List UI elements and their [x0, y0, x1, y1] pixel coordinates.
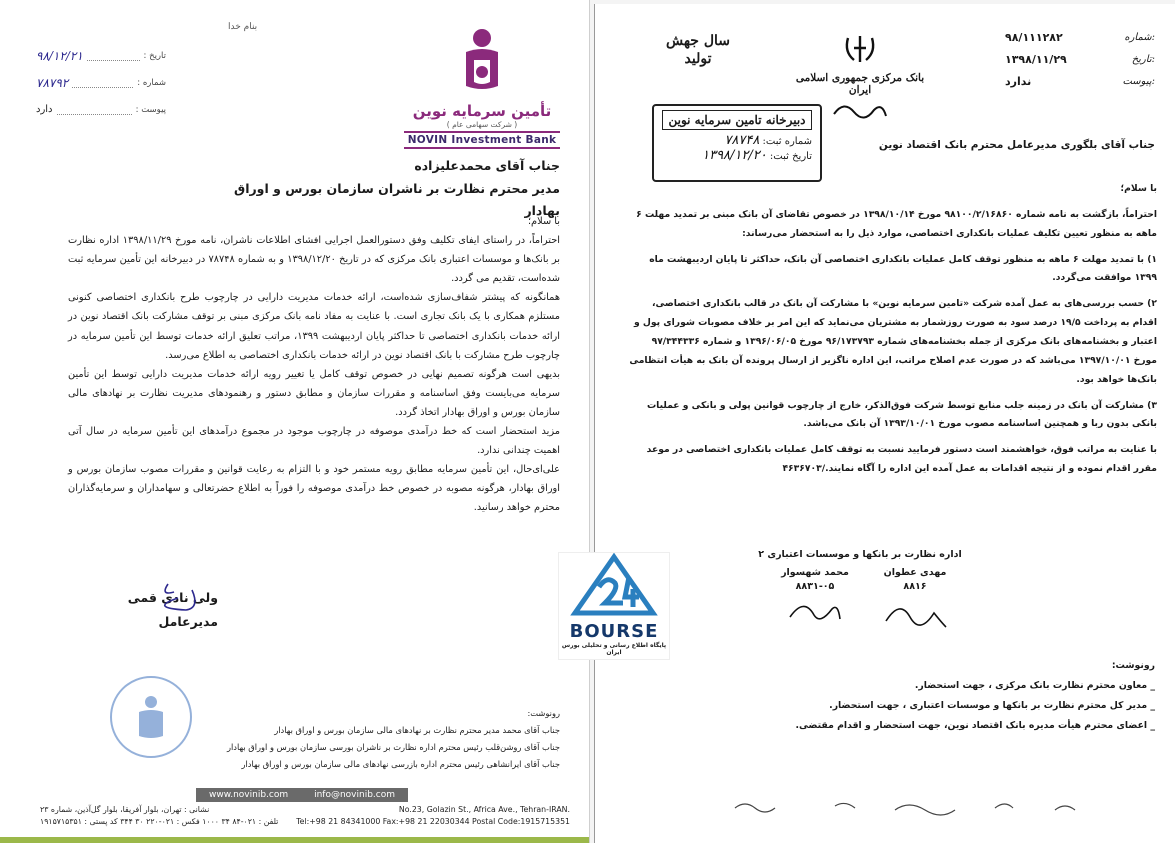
greeting: با سلام؛: [1120, 183, 1157, 194]
iran-emblem-icon: [840, 34, 880, 68]
attachment-value: دارد: [36, 104, 53, 115]
stamp-title: دبیرخانه تامین سرمایه نوین: [662, 110, 812, 130]
number-value: ۷۸۷۹۲: [36, 75, 69, 90]
logo-name-fa: تأمین سرمایه نوین: [412, 102, 552, 120]
handwritten-signature-icon: [108, 578, 208, 618]
attachment-label: پیوست :: [135, 104, 166, 115]
stamp-date-label: تاریخ ثبت:: [769, 151, 812, 162]
number-row: [36, 69, 166, 96]
cc-title: رونوشت:: [527, 708, 560, 718]
recipient-name: جناب آقای محمدعلیزاده: [414, 158, 560, 173]
department-name: اداره نظارت بر بانکها و موسسات اعتباری ۲: [758, 549, 962, 560]
date-value: ۱۳۹۸/۱۱/۲۹: [1005, 52, 1067, 66]
paragraph: علی‌ای‌حال، این تأمین سرمایه مطابق رویه مستمر خود و با التزام به رعایت قوانین و مقررات مصوب سازمان بورس و اوراق بهادار، هرگونه مصوبه در خصوص خط درآمدی موصوفه را فوراً به اطلاع حضرتعالی و سهامداران و سرمایه‌گذاران محترم خواهد رسانید.: [68, 464, 560, 514]
footer-address: [40, 804, 570, 827]
date-value: ۹۸/۱۲/۲۱: [36, 48, 83, 63]
signer-name: محمد شهسوار: [781, 567, 849, 578]
intro-paragraph: احتراماً، بازگشت به نامه شماره ۹۸۱۰۰/۲/۱۶۸۶۰ مورخ ۱۳۹۸/۱۰/۱۴ در خصوص تقاضای آن بانک مبنی بر تمدید مهلت ۶ ماهه به منظور تعیین تکلیف عملیات بانکداری اختصاصی، موارد ذیل را به استحضار می‌رساند:: [636, 208, 1157, 239]
cc-list: [100, 705, 560, 773]
list-item: ۳) مشارکت آن بانک در زمینه جلب منابع توسط شرکت فوق‌الذکر، خارج از چارچوب قوانین پولی و بانکی و عملیات بانکی بدون ربا و همچنین اساسنامه مصوب مورخ ۱۳۹۳/۱۰/۰۱ آن بانک می‌باشد.: [646, 399, 1157, 430]
cc-item: جناب آقای روشن‌قلب رئیس محترم اداره نظارت بر ناشران بورسی سازمان بورس و اوراق بهادار: [226, 742, 560, 752]
bourse-24-logo-icon: [569, 553, 659, 617]
cc-list: [785, 656, 1155, 736]
number-label: شماره :: [137, 77, 166, 88]
email-link[interactable]: info@novinib.com: [314, 790, 395, 800]
website-link[interactable]: www.novinib.com: [208, 790, 289, 800]
attachment-label: پیوست:: [1122, 75, 1155, 87]
paragraph: بدیهی است هرگونه تصمیم نهایی در خصوص توقف کامل یا تغییر رویه ارائه خدمات مدیریت دارایی توسط این تأمین سرمایه می‌بایست وفق اساسنامه و مقررات سازمان و مطابق دستور و رهنمودهای مدیریت نظارت بر نهادهای مالی سازمان بورس و اوراق بهادار اتخاذ گردد.: [68, 368, 560, 418]
basmala: بنام خدا: [228, 22, 258, 32]
greeting: با سلام؛: [527, 216, 560, 227]
slogan-text: سال جهش تولید: [666, 33, 730, 68]
signer-title: مدیرعامل: [158, 613, 218, 629]
closing-paragraph: با عنایت به مراتب فوق، خواهشمند است دستور فرمایید نسبت به توقف کامل عملیات بانکداری اختصاصی در موعد مقرر اقدام نموده و از نتیجه اقدامات به عمل آمده این اداره را آگاه نمایند./۴۶۳۶۷۰۳: [646, 444, 1157, 475]
number-row: [1005, 26, 1155, 48]
handwritten-signature-icon: [780, 595, 850, 631]
cc-item: جناب آقای محمد مدیر محترم نظارت بر نهادهای مالی سازمان بورس و اوراق بهادار: [274, 725, 560, 735]
signer: [880, 566, 950, 636]
paragraph: احتراماً، در راستای ایفای تکلیف وفق دستورالعمل اجرایی افشای اطلاعات ناشران، نامه مورخ ۱۳۹۸/۱۱/۲۹ اداره نظارت بر بانک‌ها و موسسات اعتباری بانک مرکزی که در تاریخ ۱۳۹۸/۱۲/۲۰ و به شماره ۷۸۷۴۸ در دبیرخانه این تأمین سرمایه ثبت شده‌است، تقدیم می گردد.: [68, 235, 560, 285]
phones-fa: تلفن : ۰۲۱-۸۴ ۳۴ ۱۰۰۰ فکس : ۰۲۱-۲۲۰ ۳۰ ۳۴۴ کد پستی : ۱۹۱۵۷۱۵۳۵۱: [40, 816, 279, 826]
logo-name-en: NOVIN Investment Bank: [404, 131, 560, 149]
attachment-value: ندارد: [1005, 74, 1032, 88]
central-bank-letter: [594, 4, 1175, 843]
stamp-number-label: شماره ثبت:: [762, 136, 812, 147]
bottom-scribbles: [595, 794, 1175, 824]
cc-title: رونوشت:: [1111, 660, 1155, 671]
signer: [780, 566, 850, 636]
letterhead-footer: [0, 788, 590, 843]
attachment-row: [36, 96, 166, 123]
paragraph: مزید استحضار است که خط درآمدی موصوفه در چارچوب موجود در مجموع درآمدهای این تأمین سرمایه در سال آتی اهمیت چندانی ندارد.: [68, 426, 560, 457]
signer-name: مهدی عطوان: [883, 567, 947, 578]
cc-item: _ اعضای محترم هیأت مدیره بانک اقتصاد نوین، جهت استحضار و اقدام مقتضی.: [795, 719, 1155, 731]
phones-en: Tel:+98 21 84341000 Fax:+98 21 22030344 Postal Code:1915715351: [296, 816, 570, 826]
list-item: ۲) حسب بررسی‌های به عمل آمده شرکت «تامین سرمایه نوین» با مشارکت آن بانک در قالب بانکداری اختصاصی، اقدام به پرداخت ۱۹/۵ درصد سود به صورت روزشمار به مشتریان می‌نماید که این امر بر خلاف مصوبات شورای پول و اعتبار و بخشنامه‌های بانک مرکزی از جمله بخشنامه‌های شماره ۹۶/۱۷۳۷۹۳ مورخ ۱۳۹۶/۰۶/۰۵ و شماره ۹۷/۳۴۴۳۳۶ مورخ ۱۳۹۷/۱۰/۰۱ می‌باشد که در صورت عدم اصلاح مراتب، این اداره ناگزیر از ارسال پرونده آن بانک به هیأت انتظامی بانک‌ها خواهد بود.: [629, 298, 1157, 385]
address-en: No.23, Golazin St., Africa Ave., Tehran-IRAN.: [398, 805, 570, 814]
address-fa: نشانی : تهران، بلوار آفریقا، بلوار گل‌آذین، شماره ۲۳: [40, 805, 210, 814]
bourse-watermark: [558, 552, 670, 660]
cc-item: جناب آقای ایرانشاهی رئیس محترم اداره بازرسی نهادهای مالی سازمان بورس و اوراق بهادار: [241, 759, 560, 769]
calligraphy-signature-icon: [830, 96, 890, 122]
signer-code: ۸۸۳۱-۰۵: [795, 581, 835, 593]
cc-item: _ مدیر کل محترم نظارت بر بانکها و موسسات اعتباری ، جهت استحضار.: [829, 699, 1155, 711]
date-row: [36, 42, 166, 69]
attachment-row: [1005, 70, 1155, 92]
footer-contact-bar: [196, 788, 408, 802]
logo-sub-fa: ( شرکت سهامی عام ): [446, 120, 518, 129]
cc-item: _ معاون محترم نظارت بانک مرکزی ، جهت استحضار.: [914, 679, 1155, 691]
letter-meta: [1005, 26, 1155, 92]
stamp-date-value: ۱۳۹۸/۱۲/۲۰: [702, 148, 767, 163]
signer-list: [730, 566, 990, 636]
date-label: تاریخ :: [143, 50, 166, 61]
year-slogan: [653, 32, 743, 68]
date-label: تاریخ:: [1131, 53, 1155, 65]
central-bank-name: بانک مرکزی جمهوری اسلامی ایران: [795, 72, 925, 96]
letter-meta: [36, 42, 166, 123]
handwritten-signature-icon: [880, 595, 950, 631]
signer-name: ولی نادی قمی: [127, 590, 218, 605]
bourse-tagline: پایگاه اطلاع رسانی و تحلیلی بورس ایران: [561, 642, 667, 656]
novin-logo: [392, 26, 572, 146]
letter-body: [68, 212, 560, 518]
novin-i-logo-icon: [452, 26, 512, 94]
list-item: ۱) با تمدید مهلت ۶ ماهه به منظور توقف کامل عملیات بانکداری اختصاصی آن بانک، حداکثر تا پایان اردیبهشت ماه ۱۳۹۹ موافقت می‌گردد.: [649, 253, 1157, 284]
bleed-through-text-icon: [595, 794, 1175, 824]
recipient-title: مدیر محترم نظارت بر ناشران سازمان بورس و اوراق بهادار: [234, 180, 560, 218]
stamp-number-value: ۷۸۷۴۸: [724, 133, 760, 148]
recipient: جناب آقای بلگوری مدیرعامل محترم بانک اقتصاد نوین: [878, 139, 1155, 151]
signers-block: [730, 549, 990, 636]
bourse-brand: BOURSE: [569, 621, 659, 642]
signer-code: ۸۸۱۶: [903, 581, 927, 593]
number-value: ۹۸/۱۱۱۲۸۲: [1005, 30, 1063, 44]
footer-green-stripe: [0, 837, 590, 843]
signature-block: [108, 586, 218, 634]
date-row: [1005, 48, 1155, 70]
number-label: شماره:: [1124, 31, 1155, 43]
paragraph: همانگونه که پیشتر شفاف‌سازی شده‌است، ارائه خدمات مدیریت دارایی در چارچوب طرح بانکداری اختصاصی کنونی مستلزم همکاری با یک بانک تجاری است. با عنایت به مفاد نامه بانک مرکزی مبنی بر توقف مشارکت بانک اقتصاد نوین در ارائه خدمات بانکداری اختصاصی تا حداکثر پایان اردیبهشت ۱۳۹۹، مراتب تعلیق ارائه خدمات توسط این تأمین سرمایه در چارچوب طرح مشارکت با بانک اقتصاد نوین در ارائه خدمات بانکداری اختصاصی به اطلاع می‌رسد.: [68, 292, 560, 361]
letter-body: [627, 180, 1157, 486]
